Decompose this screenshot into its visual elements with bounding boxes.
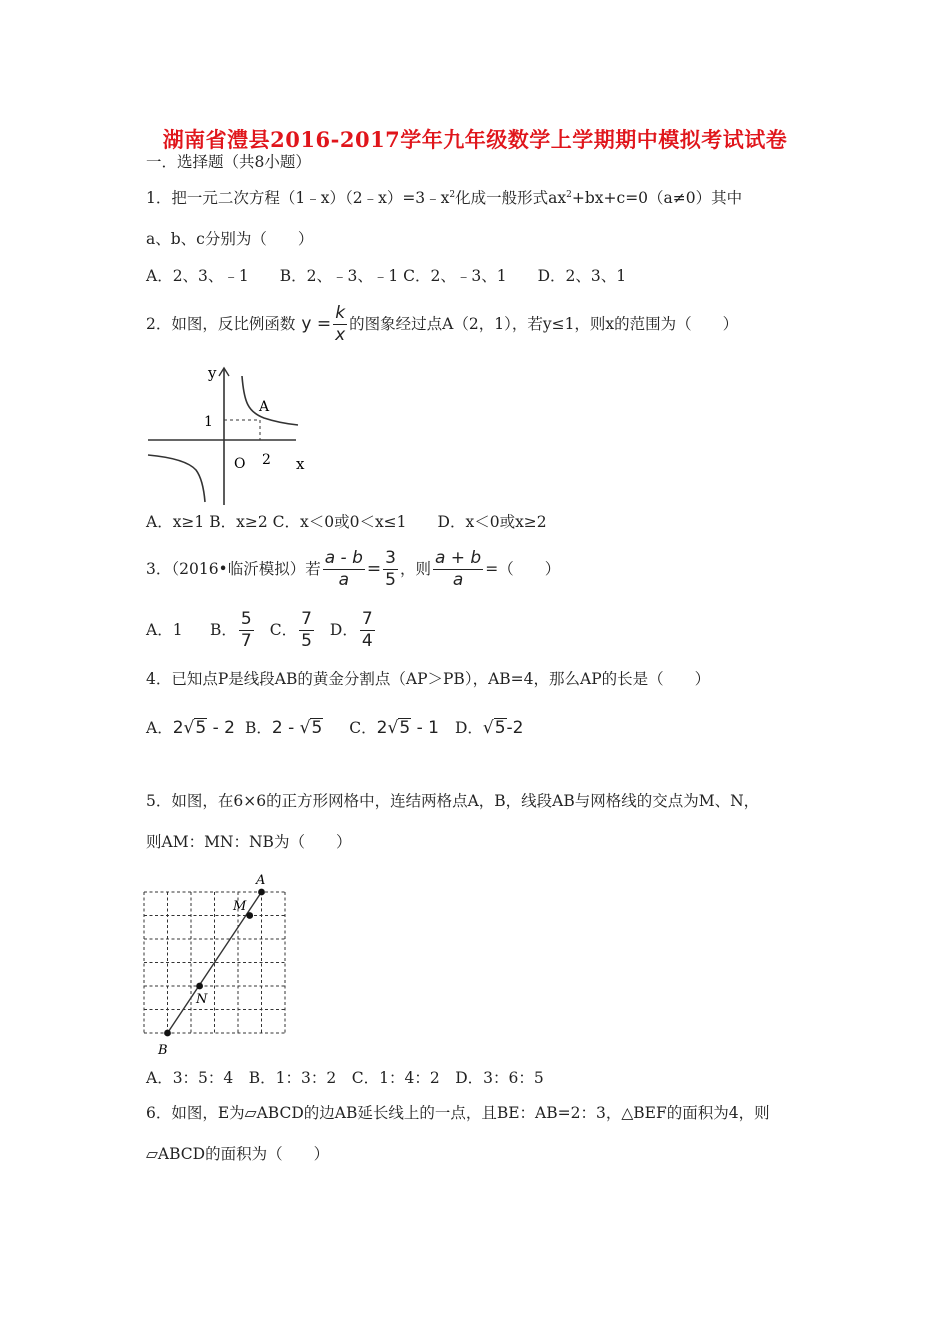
q3-option-b-label: B．: [210, 621, 237, 639]
q3-f1-num: a - b: [324, 547, 363, 568]
graph-y-label: y: [208, 364, 217, 382]
question-3-options: [146, 606, 377, 654]
q3-f2-den: 5: [385, 569, 396, 590]
q4-c-post: - 1: [411, 718, 439, 738]
section-heading: 一．选择题（共8小题）: [146, 153, 311, 171]
q1-text-a: 1．把一元二次方程（1﹣x）（2﹣x）=3﹣x: [146, 189, 450, 207]
q3-option-c-frac: [299, 609, 314, 652]
q3-f3-den: a: [452, 569, 464, 590]
question-5-line1: 5．如图，在6×6的正方形网格中，连结两格点A，B，线段AB与网格线的交点为M、N，: [146, 792, 760, 810]
q3-fraction-1: [323, 548, 365, 591]
q1-sup2: 2: [566, 190, 572, 200]
label-m: M: [233, 899, 247, 914]
q3-option-b-frac: [239, 609, 254, 652]
question-4-stem: 4．已知点P是线段AB的黄金分割点（AP＞PB），AB=4，那么AP的长是（ ）: [146, 670, 711, 688]
graph-point-a: A: [259, 399, 270, 415]
q4-option-a-label: A．: [146, 719, 173, 737]
hyperbola-branch-1: [242, 376, 298, 425]
question-6-line1: 6．如图，E为▱ABCD的边AB延长线上的一点，且BE：AB=2：3，△BEF的面积为4，则: [146, 1104, 770, 1122]
q5-grid-figure: [138, 868, 298, 1063]
q3-prefix: 3．（2016•临沂模拟）若: [146, 560, 321, 578]
q2-suffix: 的图象经过点A（2，1），若y≤1，则x的范围为（ ）: [349, 315, 739, 333]
q4-option-d-expr: √5-2: [482, 718, 524, 738]
hyperbola-branch-2: [148, 455, 205, 502]
question-2-stem: [146, 302, 738, 346]
question-1-line2: a、b、c分别为（ ）: [146, 230, 314, 248]
q1-sup: 2: [449, 190, 456, 200]
label-b: B: [158, 1043, 168, 1058]
q3-f1-den: a: [338, 569, 349, 590]
q4-option-c-expr: 2√5 - 1: [376, 718, 439, 738]
question-1-options: A．2、3、﹣1 B．2、﹣3、﹣1 C．2、﹣3、1 D．2、3、1: [146, 267, 627, 285]
q3-equals: =: [366, 559, 382, 579]
q1-text-c: +bx+c=0（a≠0）其中: [571, 189, 743, 207]
q3-option-a: A．1: [146, 621, 183, 639]
q2-frac-num: k: [335, 302, 346, 323]
q3-optd-num: 7: [361, 608, 373, 629]
q2-y-eq: y =: [301, 314, 332, 334]
q2-graph: [140, 360, 315, 510]
q4-option-c-label: C．: [349, 719, 377, 737]
q3-optb-num: 5: [240, 608, 252, 629]
q4-a-radicand: 5: [195, 718, 207, 738]
q4-option-b-label: B．: [244, 719, 272, 737]
point-a: [258, 889, 265, 896]
q3-fraction-3: [433, 548, 483, 591]
question-4-options: [146, 716, 524, 740]
graph-tick-2: 2: [262, 452, 271, 468]
q3-optc-num: 7: [301, 608, 312, 629]
q2-frac-den: x: [335, 324, 346, 345]
q2-fraction: [333, 303, 347, 346]
graph-x-label: x: [296, 455, 305, 473]
q4-option-b-expr: 2 - √5: [271, 718, 323, 738]
q4-b-radicand: 5: [311, 718, 323, 738]
q4-b-pre: 2 -: [271, 718, 300, 738]
q1-text-b: 化成一般形式ax: [455, 189, 567, 207]
question-1-line1: [146, 188, 742, 208]
q3-fraction-2: [383, 548, 398, 591]
q3-f3-num: a + b: [434, 547, 482, 568]
point-b: [164, 1030, 171, 1037]
q3-optb-den: 7: [240, 630, 252, 651]
q4-option-d-label: D．: [454, 719, 483, 737]
q3-option-d-frac: [360, 609, 375, 652]
q3-optd-den: 4: [361, 630, 373, 651]
q4-option-a-expr: 2√5 - 2: [172, 718, 235, 738]
q4-d-post: -2: [506, 718, 524, 738]
q4-a-coef: 2: [172, 718, 184, 738]
point-n: [196, 983, 203, 990]
q4-a-post: - 2: [207, 718, 235, 738]
label-a: A: [256, 873, 266, 888]
question-2-options: A．x≥1 B．x≥2 C．x＜0或0＜x≤1 D．x＜0或x≥2: [146, 513, 547, 531]
point-m: [246, 912, 253, 919]
question-3-stem: [146, 546, 560, 592]
q3-option-d-label: D．: [329, 621, 358, 639]
question-5-options: A．3：5：4 B．1：3：2 C．1：4：2 D．3：6：5: [146, 1069, 544, 1087]
q4-d-radicand: 5: [494, 718, 506, 738]
page-title: 湖南省澧县2016-2017学年九年级数学上学期期中模拟考试试卷: [162, 127, 788, 152]
q3-f2-num: 3: [385, 547, 396, 568]
graph-tick-1: 1: [204, 414, 213, 430]
q4-c-radicand: 5: [399, 718, 411, 738]
q3-optc-den: 5: [301, 630, 312, 651]
q3-option-c-label: C．: [269, 621, 298, 639]
graph-origin-label: O: [234, 456, 246, 472]
question-5-line2: 则AM：MN：NB为（ ）: [146, 833, 352, 851]
label-n: N: [196, 992, 208, 1007]
question-6-line2: ▱ABCD的面积为（ ）: [146, 1145, 330, 1163]
q3-suffix: =（ ）: [485, 560, 561, 578]
q4-c-coef: 2: [376, 718, 388, 738]
q3-mid: ，则: [399, 560, 431, 578]
q2-prefix: 2．如图，反比例函数: [146, 315, 296, 333]
